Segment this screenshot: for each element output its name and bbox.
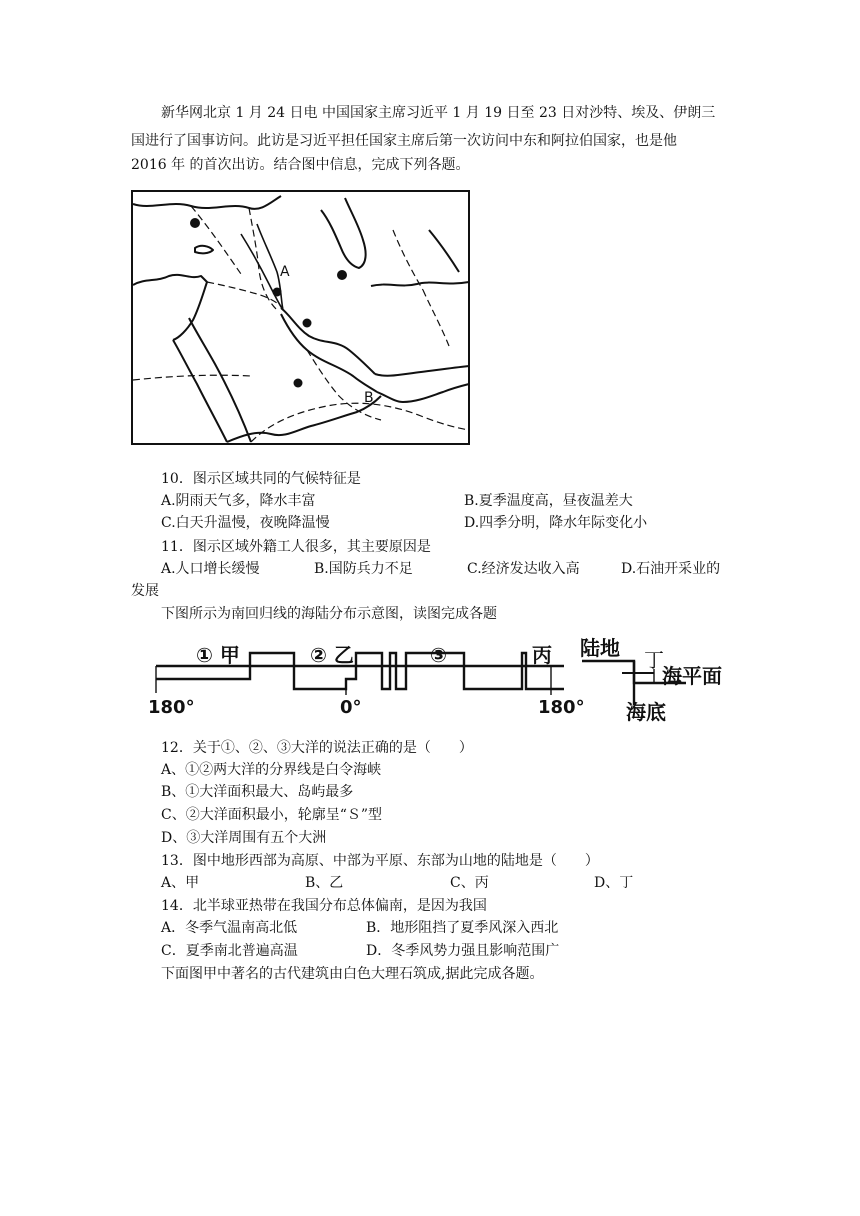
section3-intro: 下面图甲中著名的古代建筑由白色大理石筑成,据此完成各题。: [161, 966, 544, 982]
bing-label: 丙: [532, 643, 552, 667]
ocean-2-label: ② 乙: [310, 643, 354, 667]
intro-line-3: 2016 年 的首次出访。结合图中信息，完成下列各题。: [131, 157, 470, 173]
q10-option-a[interactable]: A.阴雨天气多，降水丰富: [161, 493, 316, 509]
q12-option-a[interactable]: A、①②两大洋的分界线是白令海峡: [161, 762, 382, 778]
legend-sea-level-label: 海平面: [662, 664, 722, 688]
middle-east-map: [131, 190, 470, 445]
ocean-3-label: ③: [430, 643, 447, 667]
map-label-a: A: [280, 264, 290, 280]
q10-option-d[interactable]: D.四季分明，降水年际变化小: [464, 515, 648, 531]
q11-option-d[interactable]: D.石油开采业的: [621, 561, 721, 577]
left-longitude-label: 180°: [148, 697, 195, 718]
q10-stem: 10．图示区域共同的气候特征是: [161, 471, 361, 487]
q11-option-c[interactable]: C.经济发达收入高: [467, 561, 580, 577]
q11-option-d-continued: 发展: [131, 583, 159, 599]
q11-stem: 11．图示区域外籍工人很多，其主要原因是: [161, 539, 431, 555]
map-label-b: B: [364, 390, 374, 406]
q13-option-b[interactable]: B、乙: [305, 875, 344, 891]
q13-option-d[interactable]: D、丁: [594, 875, 634, 891]
q14-option-b[interactable]: B．地形阻挡了夏季风深入西北: [366, 920, 559, 936]
q13-option-c[interactable]: C、丙: [450, 875, 489, 891]
q12-option-c[interactable]: C、②大洋面积最小，轮廓呈“Ｓ”型: [161, 807, 383, 823]
q13-option-a[interactable]: A、甲: [161, 875, 200, 891]
right-longitude-label: 180°: [538, 697, 585, 718]
legend-seabed-label: 海底: [626, 700, 666, 724]
q12-stem: 12．关于①、②、③大洋的说法正确的是（ ）: [161, 740, 473, 756]
q14-option-d[interactable]: D．冬季风势力强且影响范围广: [366, 943, 560, 959]
q11-option-b[interactable]: B.国防兵力不足: [314, 561, 413, 577]
q11-option-a[interactable]: A.人口增长缓慢: [161, 561, 260, 577]
q10-option-b[interactable]: B.夏季温度高，昼夜温差大: [464, 493, 633, 509]
tropic-land-sea-diagram: [146, 633, 736, 728]
legend-ding-label: 丁: [644, 648, 664, 672]
q14-option-c[interactable]: C．夏季南北普遍高温: [161, 943, 298, 959]
section2-intro: 下图所示为南回归线的海陆分布示意图，读图完成各题: [161, 606, 497, 622]
intro-line-1: 新华网北京 1 月 24 日电 中国国家主席习近平 1 月 19 日至 23 日对沙特、埃及、伊朗三: [161, 105, 716, 121]
q13-stem: 13．图中地形西部为高原、中部为平原、东部为山地的陆地是（ ）: [161, 853, 599, 869]
intro-line-2: 国进行了国事访问。此访是习近平担任国家主席后第一次访问中东和阿拉伯国家，也是他: [131, 133, 677, 149]
middle-longitude-label: 0°: [340, 697, 362, 718]
q12-option-b[interactable]: B、①大洋面积最大、岛屿最多: [161, 784, 354, 800]
q10-option-c[interactable]: C.白天升温慢，夜晚降温慢: [161, 515, 330, 531]
ocean-1-label: ① 甲: [196, 643, 240, 667]
legend-land-label: 陆地: [580, 636, 620, 660]
q14-stem: 14．北半球亚热带在我国分布总体偏南，是因为我国: [161, 898, 487, 914]
q12-option-d[interactable]: D、③大洋周围有五个大洲: [161, 830, 327, 846]
q14-option-a[interactable]: A．冬季气温南高北低: [161, 920, 298, 936]
